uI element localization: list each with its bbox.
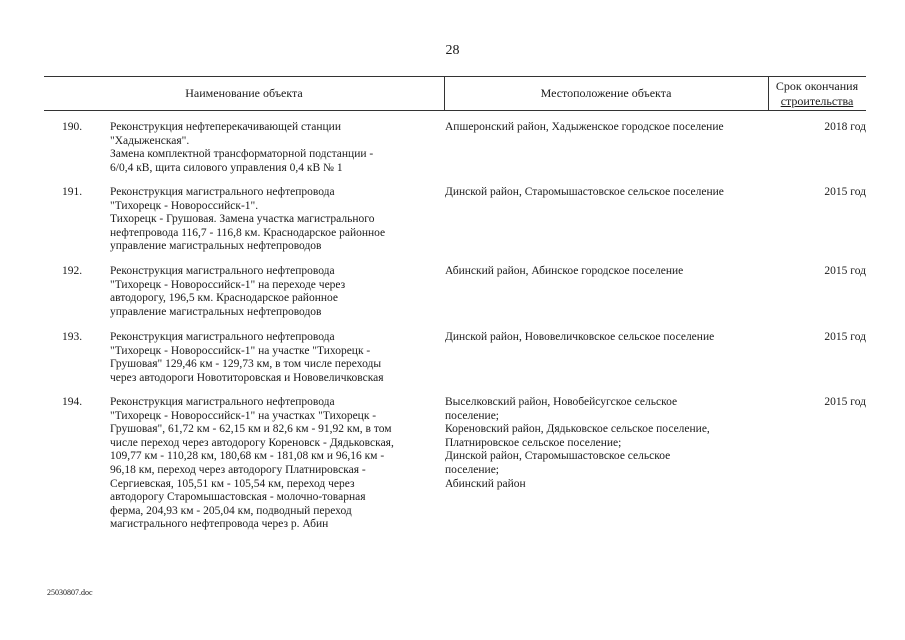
object-location-line: поселение; (445, 463, 499, 476)
page-number: 28 (445, 43, 460, 58)
object-name-line: Реконструкция нефтеперекачивающей станции (110, 121, 341, 133)
footer-filename: 25030807.doc (47, 588, 93, 597)
header-term-line1: Срок окончания (775, 79, 859, 93)
row-number: 191. (62, 186, 83, 198)
object-name-line: числе переход через автодорогу Кореновск - Дядьковская, (110, 436, 394, 449)
object-location-line: Динской район, Нововеличковское сельское поселение (445, 331, 715, 343)
object-location-line: Кореновский район, Дядьковское сельское поселение, (445, 423, 710, 436)
row-number: 192. (62, 265, 83, 277)
object-name-line: Реконструкция магистрального нефтепровода (110, 265, 335, 277)
object-name-line: Замена комплектной трансформаторной подстанции - (110, 148, 374, 161)
object-name-line: Реконструкция магистрального нефтепровода (110, 396, 335, 408)
object-name-line: ферма, 204,93 км - 205,04 км, подводный переход (110, 504, 352, 517)
object-name (110, 121, 420, 175)
object-name (110, 186, 420, 254)
object-location-line: Динской район, Старомышастовское сельское (445, 450, 671, 463)
completion-term: 2018 год (824, 121, 866, 133)
object-name-line: Реконструкция магистрального нефтепровода (110, 331, 335, 343)
object-location-line: Абинский район (445, 477, 526, 490)
row-number: 193. (62, 331, 83, 343)
object-name-line: Реконструкция магистрального нефтепровода (110, 186, 335, 198)
object-name-line: нефтепровода 116,7 - 116,8 км. Краснодарское районное (110, 226, 386, 239)
object-name-line: "Тихорецк - Новороссийск-1" на участках "Тихорецк - (110, 409, 377, 422)
object-name-line: Сергиевская, 105,51 км - 105,54 км, переход через (110, 477, 355, 490)
completion-term: 2015 год (824, 396, 866, 408)
object-location-line: Динской район, Старомышастовское сельское поселение (445, 186, 724, 198)
object-location (445, 396, 775, 491)
completion-term: 2015 год (824, 186, 866, 198)
object-name-line: "Хадыженская". (110, 134, 190, 147)
header-object-name: Наименование объекта (185, 86, 303, 100)
header-completion-term (768, 79, 866, 109)
object-name (110, 265, 420, 319)
header-term-line2: строительства (780, 94, 854, 108)
completion-term: 2015 год (824, 331, 866, 343)
row-number: 194. (62, 396, 83, 408)
object-location (445, 265, 775, 279)
object-name-line: автодорогу, 196,5 км. Краснодарское районное (110, 292, 339, 305)
object-location (445, 121, 775, 135)
object-name (110, 396, 420, 532)
object-name-line: автодорогу Старомышастовская - молочно-товарная (110, 491, 366, 504)
header-object-location: Местоположение объекта (540, 86, 672, 100)
object-name-line: Грушовая", 61,72 км - 62,15 км и 82,6 км - 91,92 км, в том (110, 423, 392, 436)
object-name-line: управление магистральных нефтепроводов (110, 305, 322, 318)
object-location-line: Выселковский район, Новобейсугское сельское (445, 396, 678, 408)
object-name-line: "Тихорецк - Новороссийск-1". (110, 199, 259, 212)
row-number: 190. (62, 121, 83, 133)
object-location (445, 331, 775, 345)
object-name-line: "Тихорецк - Новороссийск-1" на участке "Тихорецк - (110, 344, 371, 357)
object-name-line: управление магистральных нефтепроводов (110, 240, 322, 253)
object-name-line: через автодороги Новотиторовская и Нововеличковская (110, 371, 384, 384)
object-location-line: поселение; (445, 409, 499, 422)
completion-term: 2015 год (824, 265, 866, 277)
object-name-line: 109,77 км - 110,28 км, 180,68 км - 181,08 км и 96,16 км - (110, 450, 385, 463)
object-location-line: Апшеронский район, Хадыженское городское поселение (445, 121, 724, 133)
object-location-line: Платнировское сельское поселение; (445, 436, 622, 449)
table-header (44, 76, 866, 111)
object-name-line: магистрального нефтепровода через р. Абин (110, 518, 329, 531)
object-name-line: Тихорецк - Грушовая. Замена участка магистрального (110, 213, 375, 226)
object-name-line: 96,18 км, переход через автодорогу Платнировская - (110, 463, 366, 476)
object-name-line: Грушовая" 129,46 км - 129,73 км, в том числе переходы (110, 358, 382, 371)
object-name-line: "Тихорецк - Новороссийск-1" на переходе через (110, 278, 346, 291)
object-location (445, 186, 775, 200)
object-name (110, 331, 420, 385)
object-location-line: Абинский район, Абинское городское поселение (445, 265, 684, 277)
object-name-line: 6/0,4 кВ, щита силового управления 0,4 кВ № 1 (110, 161, 343, 174)
